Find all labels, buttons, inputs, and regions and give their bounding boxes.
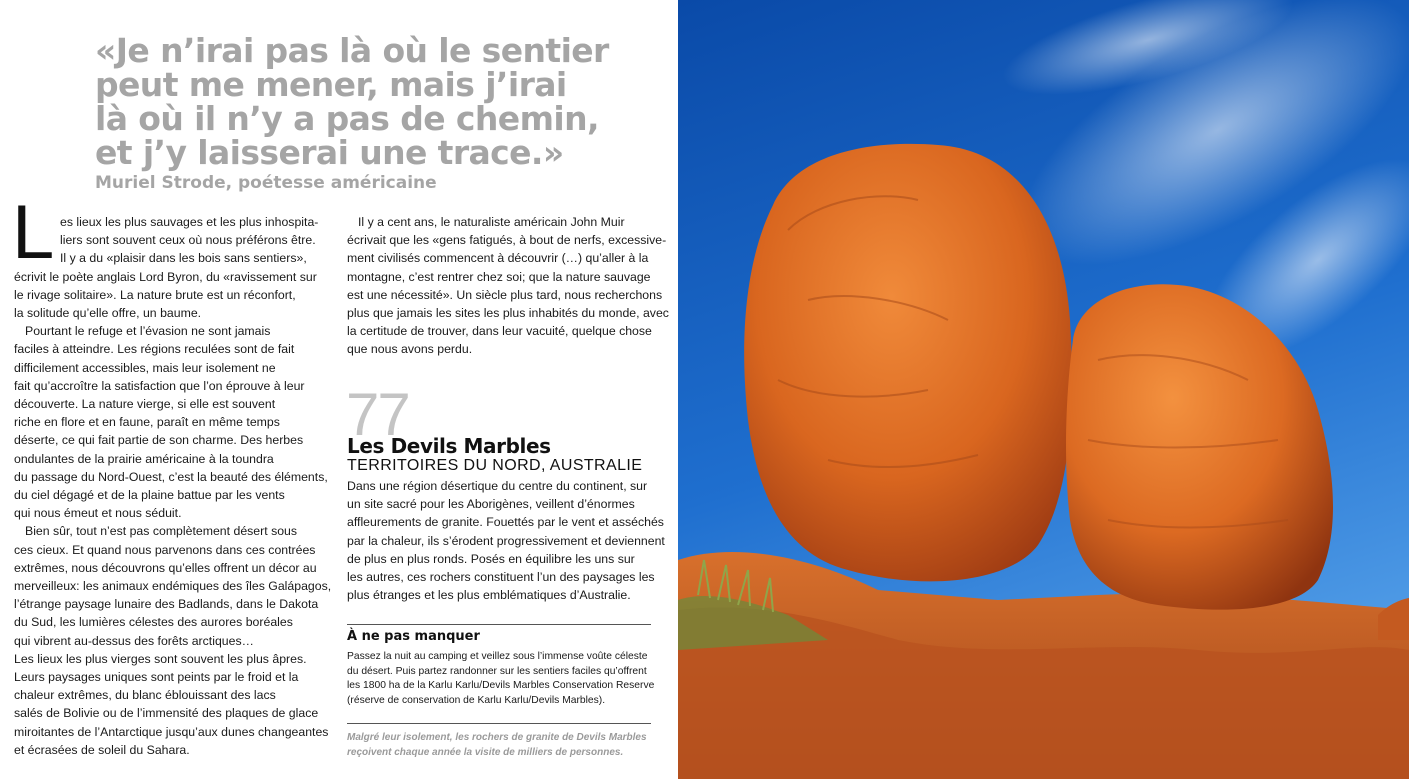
text-line: qui vibrent au-dessus des forêts arctiques… — [14, 633, 254, 648]
text-line: Leurs paysages uniques sont peints par le froid et la — [14, 670, 299, 685]
text-line: Dans une région désertique du centre du continent, sur — [347, 479, 648, 493]
pull-quote — [95, 31, 609, 172]
text-line: montagne, c’est rentrer chez soi; que la nature sauvage — [347, 269, 651, 284]
text-line: écrivait que les «gens fatigués, à bout de nerfs, excessive- — [347, 233, 667, 248]
text-line: ment civilisés commencent à découvrir (…) qu’aller à la — [347, 251, 649, 266]
text-line: écrivit le poète anglais Lord Byron, du «ravissement sur — [14, 269, 317, 284]
caption-line: Malgré leur isolement, les rochers de granite de Devils Marbles — [347, 732, 647, 743]
text-line: salés de Bolivie ou de l’immensité des plaques de glace — [14, 706, 319, 721]
photo-caption — [347, 731, 657, 760]
text-line: le rivage solitaire». La nature brute est un réconfort, — [14, 287, 296, 302]
text-line: l’étrange paysage lunaire des Badlands, dans le Dakota — [14, 597, 319, 612]
quote-line: peut me mener, mais j’irai — [95, 65, 567, 104]
text-line: miroitantes de l’Antarctique jusqu’aux dunes changeantes — [14, 724, 329, 739]
text-line: la certitude de trouver, dans leur vacuité, quelque chose — [347, 324, 652, 339]
text-line: du ciel dégagé et de la plaine battue par les vents — [14, 488, 285, 503]
text-line: fait qu’accroître la satisfaction que l’on éprouve à leur — [14, 378, 305, 393]
text-line: riche en flore et en faune, paraît en même temps — [14, 415, 280, 430]
intro-column-1 — [14, 213, 332, 759]
text-line: un site sacré pour les Aborigènes, veillent d’énormes — [347, 497, 635, 512]
text-line: que nous avons perdu. — [347, 342, 473, 357]
intro-column-2 — [347, 213, 669, 359]
text-line: es lieux les plus sauvages et les plus inhospita- — [60, 215, 319, 229]
text-line: la solitude qu’elle offre, un baume. — [14, 306, 202, 321]
site-title: Les Devils Marbles — [347, 434, 551, 458]
text-line: du Sud, les lumières célestes des aurores boréales — [14, 615, 293, 630]
text-line: plus étranges et les plus emblématiques d’Australie. — [347, 588, 631, 603]
text-line: liers sont souvent ceux où nous préférons être. — [60, 233, 316, 248]
text-line: Bien sûr, tout n’est pas complètement désert sous — [25, 524, 298, 539]
text-line: difficilement accessibles, mais leur isolement ne — [14, 360, 276, 375]
text-line: et écrasées de soleil du Sahara. — [14, 742, 190, 757]
site-number: 77 — [346, 381, 409, 448]
text-line: Les lieux les plus vierges sont souvent les plus âpres. — [14, 651, 307, 666]
text-line: Il y a du «plaisir dans les bois sans sentiers», — [60, 251, 307, 266]
text-line: ondulantes de la prairie américaine à la toundra — [14, 451, 274, 466]
text-line: merveilleux: les animaux endémiques des îles Galápagos, — [14, 579, 332, 594]
divider — [347, 723, 651, 724]
text-line: les 1800 ha de la Karlu Karlu/Devils Marbles Conservation Reserve — [347, 680, 655, 692]
text-page — [0, 0, 678, 779]
box-text — [347, 650, 657, 708]
text-line: du désert. Puis partez randonner sur les sentiers faciles qu’offrent — [347, 665, 647, 677]
quote-line: là où il n’y a pas de chemin, — [95, 99, 599, 138]
text-line: par la chaleur, ils s’érodent progressivement et deviennent — [347, 533, 665, 548]
site-description — [347, 477, 665, 604]
text-line: Il y a cent ans, le naturaliste américain John Muir — [358, 215, 625, 229]
text-line: qui nous émeut et nous séduit. — [14, 506, 182, 521]
text-line: découverte. La nature vierge, si elle est souvent — [14, 397, 276, 412]
site-location: TERRITOIRES DU NORD, AUSTRALIE — [347, 457, 643, 474]
divider — [347, 624, 651, 625]
drop-cap: L — [12, 190, 55, 275]
box-title: À ne pas manquer — [347, 629, 480, 644]
text-line: ces cieux. Et quand nous parvenons dans ces contrées — [14, 542, 316, 557]
text-line: affleurements de granite. Fouettés par le vent et asséchés — [347, 515, 664, 530]
quote-author: Muriel Strode, poétesse américaine — [95, 173, 437, 193]
text-line: extrêmes, nous découvrons qu’elles offrent un décor au — [14, 560, 317, 575]
text-line: plus que jamais les sites les plus inhabités du monde, avec — [347, 306, 669, 321]
text-line: les autres, ces rochers constituent l’un des paysages les — [347, 570, 655, 585]
text-line: du passage du Nord-Ouest, c’est la beauté des éléments, — [14, 469, 328, 484]
quote-line: «Je n’irai pas là où le sentier — [95, 31, 609, 70]
text-line: Pourtant le refuge et l’évasion ne sont jamais — [25, 324, 271, 339]
text-line: Passez la nuit au camping et veillez sous l’immense voûte céleste — [347, 651, 648, 662]
text-line: est une nécessité». Un siècle plus tard, nous recherchons — [347, 287, 663, 302]
quote-line: et j’y laisserai une trace.» — [95, 133, 564, 172]
text-line: de plus en plus ronds. Posés en équilibre les uns sur — [347, 551, 635, 566]
text-line: chaleur extrêmes, du blanc éblouissant des lacs — [14, 688, 276, 703]
text-line: faciles à atteindre. Les régions reculées sont de fait — [14, 342, 295, 357]
text-line: déserte, ce qui fait partie de son charme. Des herbes — [14, 433, 304, 448]
devils-marbles-photo — [678, 0, 1409, 779]
text-line: (réserve de conservation de Karlu Karlu/Devils Marbles). — [347, 694, 606, 706]
caption-line: reçoivent chaque année la visite de milliers de personnes. — [347, 746, 624, 758]
